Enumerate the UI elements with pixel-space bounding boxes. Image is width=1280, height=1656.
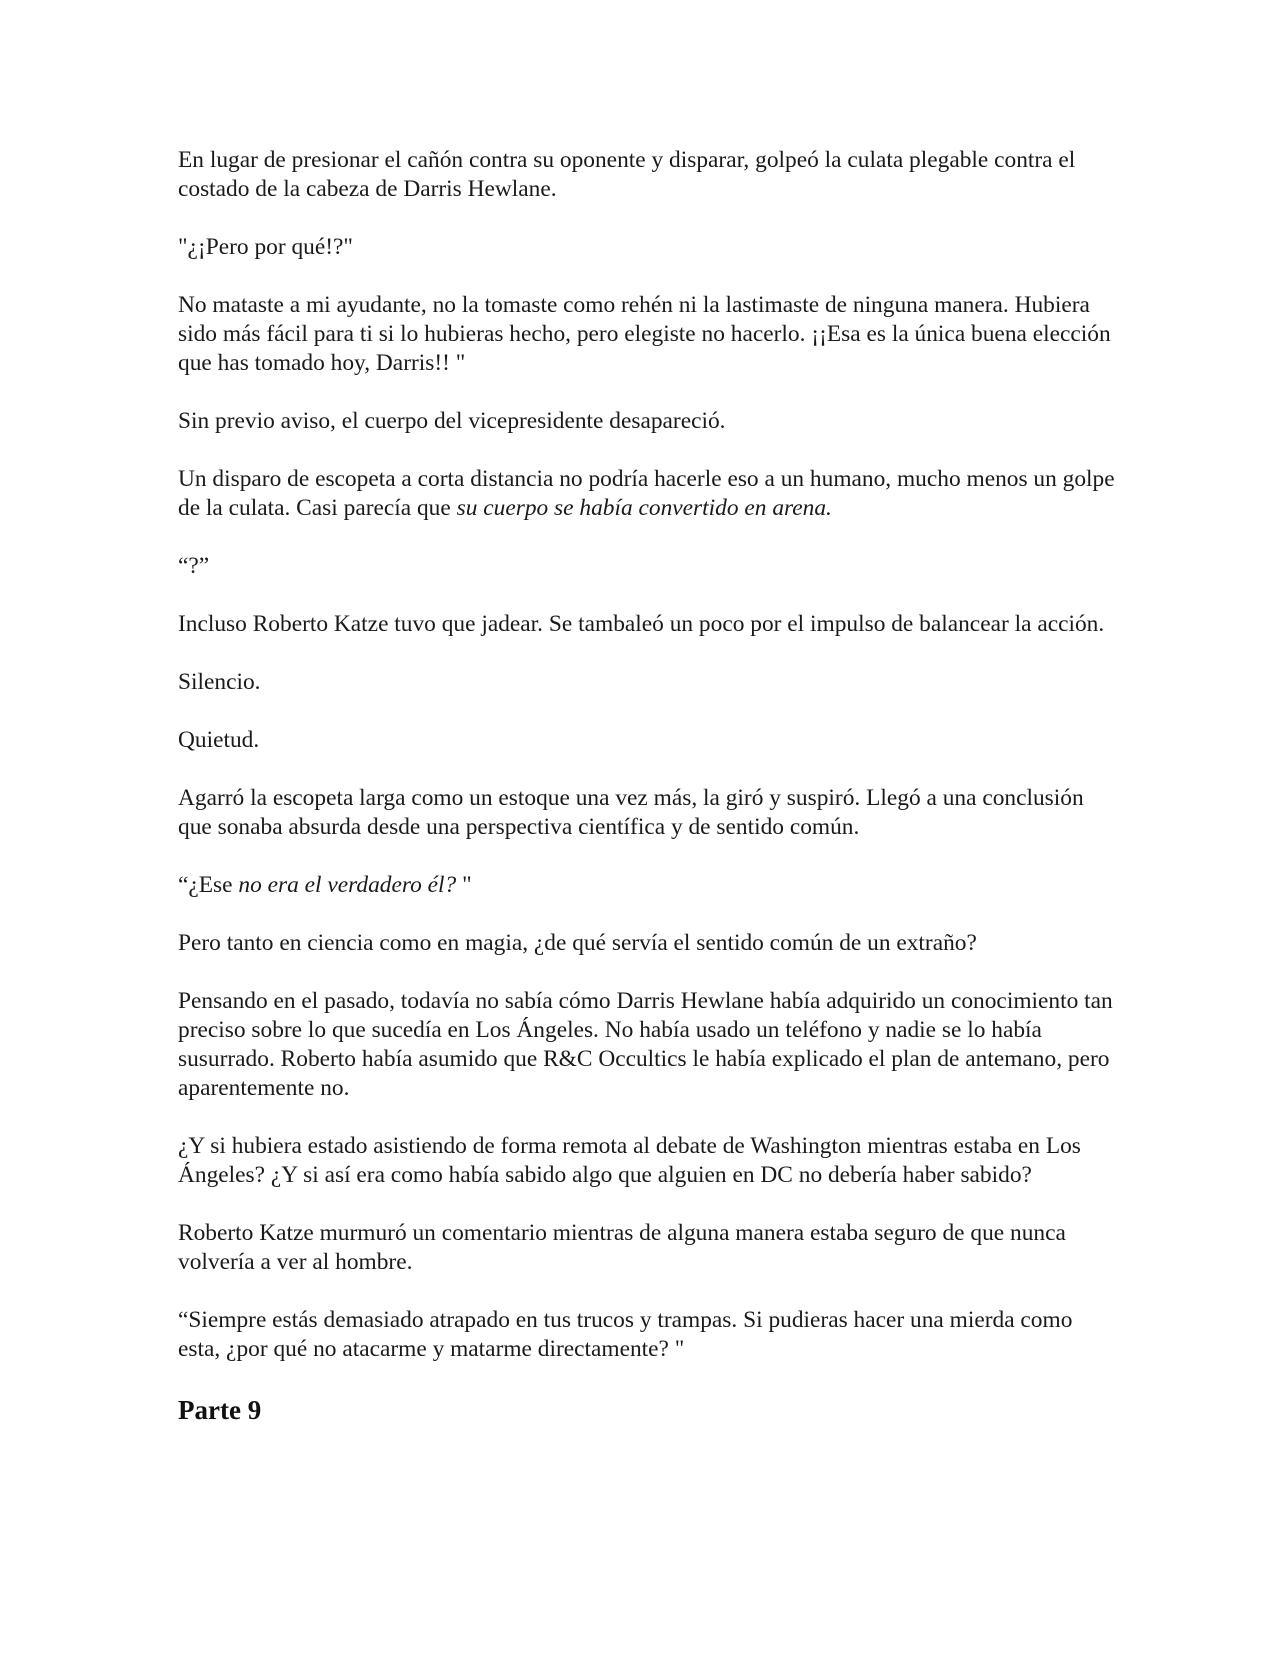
document-page xyxy=(178,146,1118,1427)
paragraph-text: Agarró la escopeta larga como un estoque una vez más, la giró y suspiró. Llegó a una conclusión que sonaba absurda desde una perspectiva científica y de sentido común. xyxy=(178,785,1084,840)
document-body xyxy=(178,146,1118,1364)
paragraph xyxy=(178,1306,1118,1364)
paragraph xyxy=(178,1132,1118,1190)
paragraph xyxy=(178,871,1118,900)
italic-text: su cuerpo se había convertido en arena. xyxy=(456,495,832,521)
paragraph-text: “?” xyxy=(178,553,210,579)
paragraph xyxy=(178,552,1118,581)
paragraph xyxy=(178,233,1118,262)
paragraph-text: “Siempre estás demasiado atrapado en tus trucos y trampas. Si pudieras hacer una mierda como esta, ¿por qué no atacarme y matarme directamente? " xyxy=(178,1307,1073,1362)
paragraph xyxy=(178,929,1118,958)
paragraph xyxy=(178,668,1118,697)
paragraph-text: No mataste a mi ayudante, no la tomaste como rehén ni la lastimaste de ninguna manera. Hubiera sido más fácil para ti si lo hubieras hecho, pero elegiste no hacerlo. ¡¡Esa es la única buena elección que has tomado hoy, Darris!! " xyxy=(178,292,1111,376)
paragraph xyxy=(178,610,1118,639)
paragraph xyxy=(178,465,1118,523)
paragraph-text: Pensando en el pasado, todavía no sabía cómo Darris Hewlane había adquirido un conocimiento tan preciso sobre lo que sucedía en Los Ángeles. No había usado un teléfono y nadie se lo había susurrado. Roberto había asumido que R&C Occultics le había explicado el plan de antemano, pero aparentemente no. xyxy=(178,988,1113,1101)
paragraph xyxy=(178,726,1118,755)
paragraph-text: Incluso Roberto Katze tuvo que jadear. Se tambaleó un poco por el impulso de balancear la acción. xyxy=(178,611,1105,637)
paragraph xyxy=(178,291,1118,378)
paragraph-text: Sin previo aviso, el cuerpo del vicepresidente desapareció. xyxy=(178,408,726,434)
paragraph-text: Pero tanto en ciencia como en magia, ¿de qué servía el sentido común de un extraño? xyxy=(178,930,977,956)
paragraph-text: “¿Ese xyxy=(178,872,239,898)
paragraph xyxy=(178,407,1118,436)
paragraph xyxy=(178,146,1118,204)
italic-text: no era el verdadero él? xyxy=(238,872,457,898)
paragraph xyxy=(178,784,1118,842)
paragraph-text: Silencio. xyxy=(178,669,261,695)
paragraph xyxy=(178,987,1118,1103)
paragraph-text: Roberto Katze murmuró un comentario mientras de alguna manera estaba seguro de que nunca volvería a ver al hombre. xyxy=(178,1220,1066,1275)
paragraph-text: Un disparo de escopeta a corta distancia no podría hacerle eso a un humano, mucho menos un golpe de la culata. Casi parecía que xyxy=(178,466,1115,521)
paragraph-text: ¿Y si hubiera estado asistiendo de forma remota al debate de Washington mientras estaba en Los Ángeles? ¿Y si así era como había sabido algo que alguien en DC no debería haber sabido? xyxy=(178,1133,1081,1188)
section-heading: Parte 9 xyxy=(178,1395,262,1425)
paragraph xyxy=(178,1219,1118,1277)
paragraph-text: "¿¡Pero por qué!?" xyxy=(178,234,353,260)
paragraph-text: En lugar de presionar el cañón contra su oponente y disparar, golpeó la culata plegable contra el costado de la cabeza de Darris Hewlane. xyxy=(178,147,1076,202)
paragraph-text: Quietud. xyxy=(178,727,260,753)
paragraph-text: " xyxy=(456,872,472,898)
